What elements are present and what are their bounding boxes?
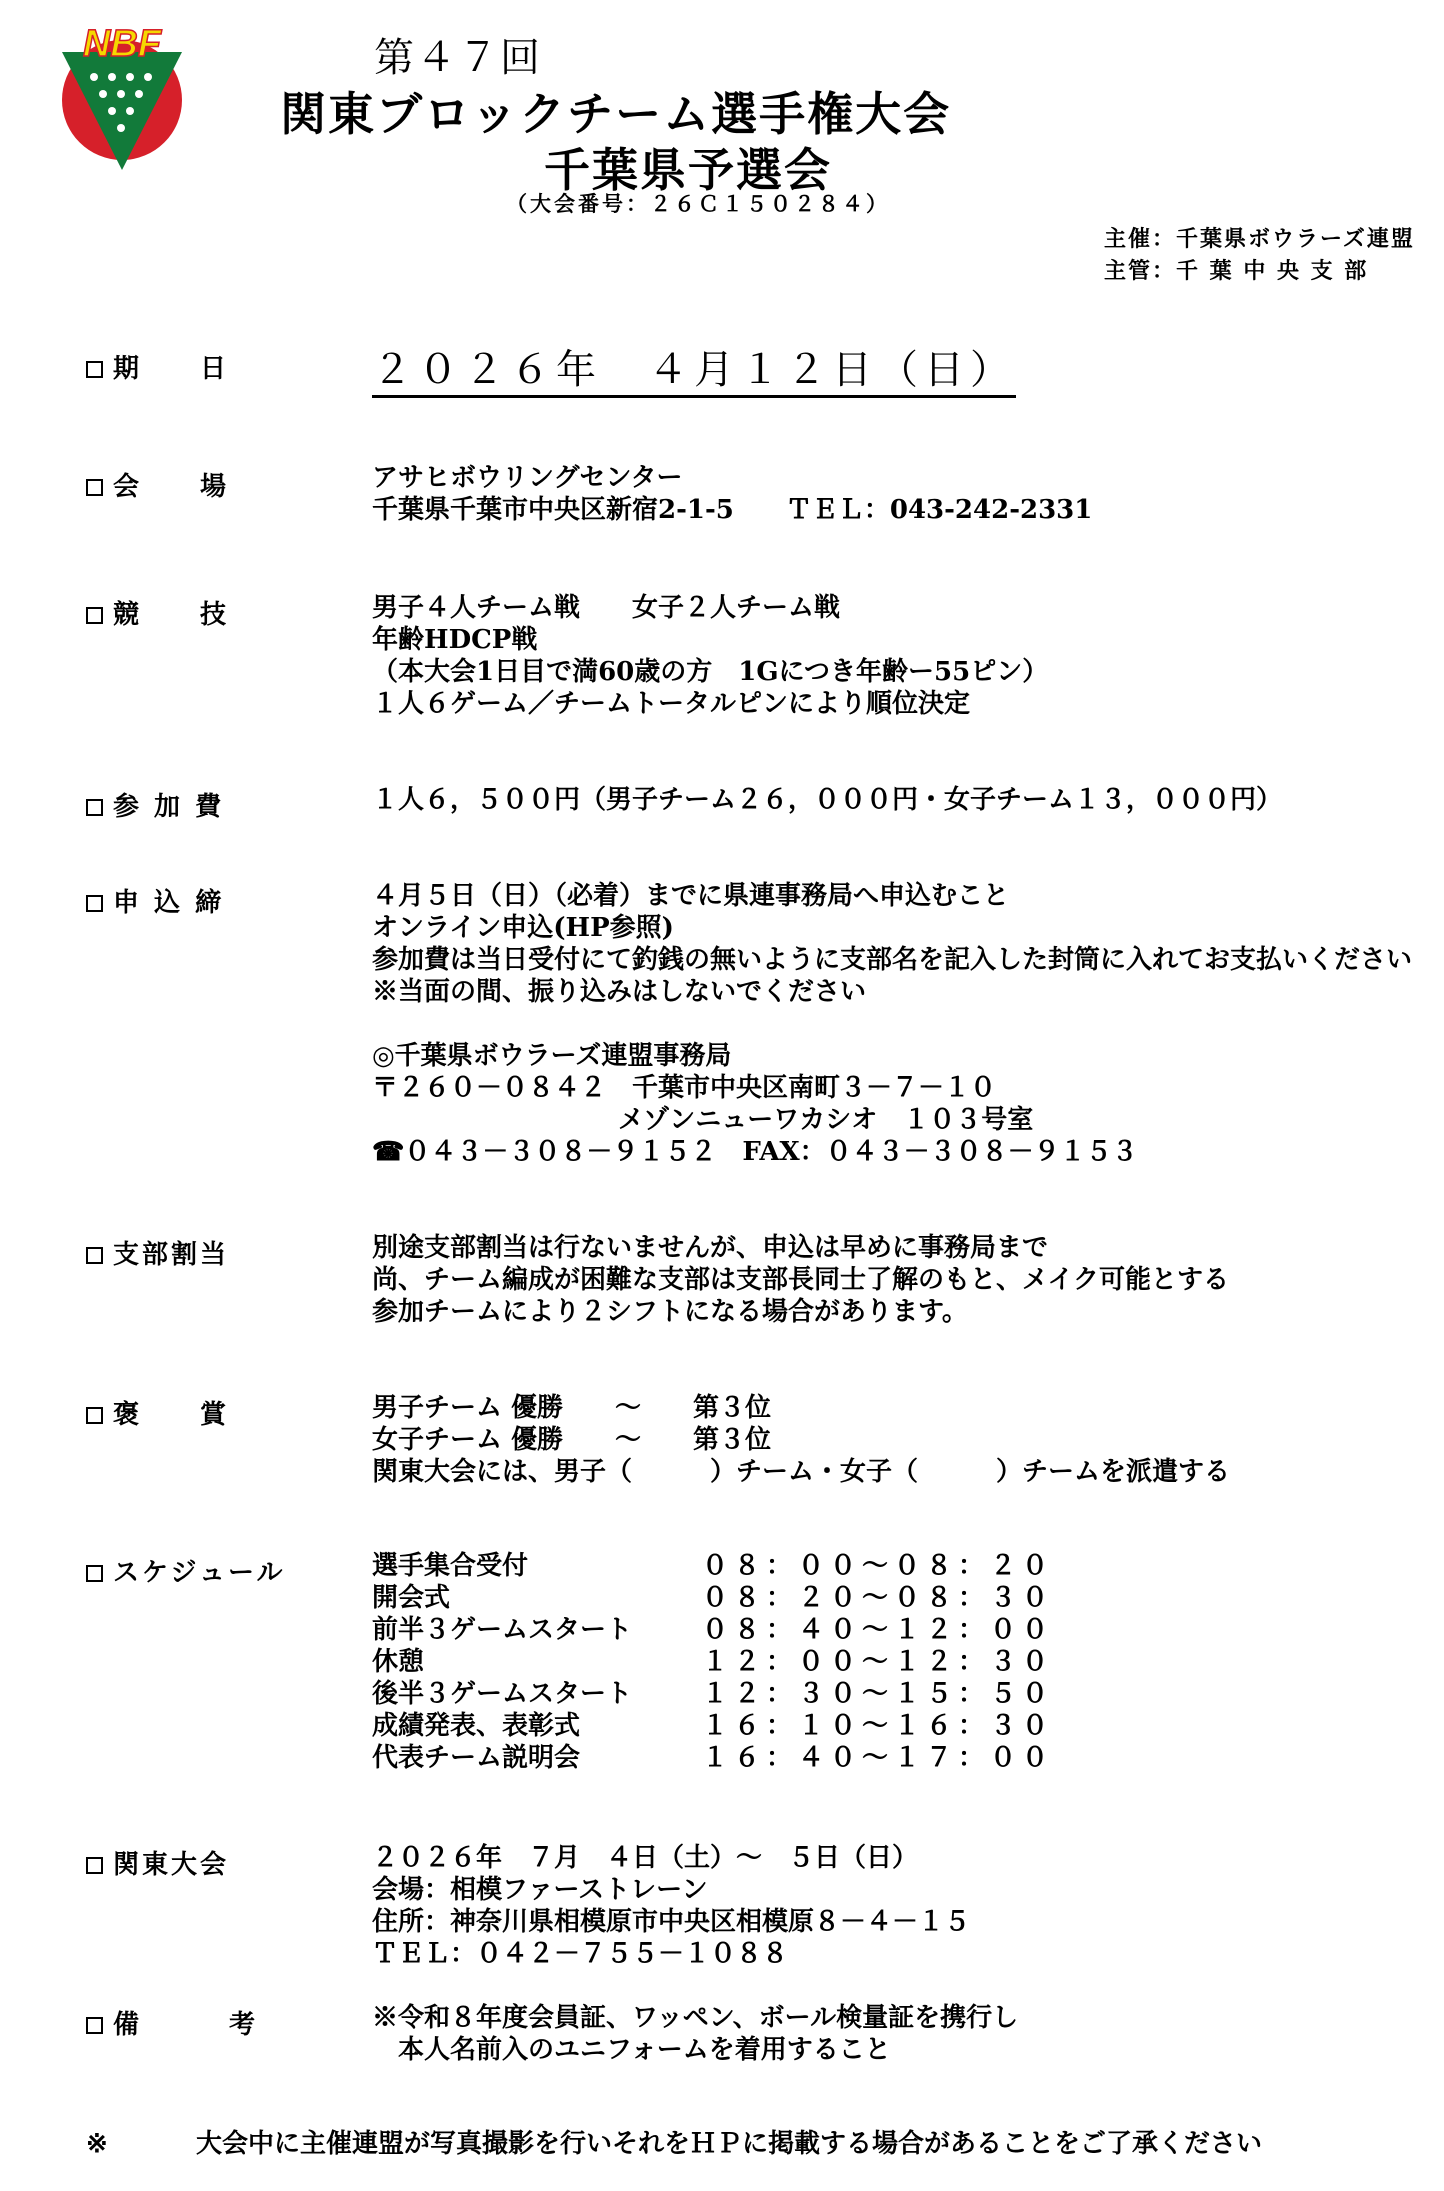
- label-branch: 支部割当: [86, 1234, 229, 1271]
- logo-text: NBF: [82, 23, 162, 65]
- checkbox-icon: [86, 361, 103, 378]
- schedule-time: ０８：００～０８：２０: [702, 1551, 1055, 1581]
- edition: 第４７回: [374, 35, 542, 81]
- schedule-time: ０８：４０～１２：００: [702, 1615, 1055, 1645]
- host: 主催：千葉県ボウラーズ連盟: [1104, 226, 1415, 252]
- schedule-time: １２：３０～１５：５０: [702, 1679, 1055, 1709]
- label-notes: 備 考: [86, 2004, 258, 2041]
- label-schedule: スケジュール: [86, 1552, 285, 1589]
- page-title: 関東ブロックチーム選手権大会: [280, 87, 952, 141]
- schedule-time: １６：１０～１６：３０: [702, 1711, 1055, 1741]
- footer-mark: ※: [86, 2129, 108, 2159]
- checkbox-icon: [86, 607, 103, 624]
- awards-info: 男子チーム 優勝 ～ 第３位 女子チーム 優勝 ～ 第３位 関東大会には、男子（ ）チーム・女子（ ）チームを派遣する: [372, 1393, 1231, 1487]
- footer-note: 大会中に主催連盟が写真撮影を行いそれをＨＰに掲載する場合があることをご了承ください: [196, 2129, 1263, 2159]
- label-fee: 参 加 費: [86, 786, 224, 823]
- office-info: ◎千葉県ボウラーズ連盟事務局 〒２６０－０８４２ 千葉市中央区南町３－７－１０ メゾンニューワカシオ １０３号室 ☎０４３－３０８－９１５２ FAX：０４３－３０８－９１５３: [372, 1041, 1138, 1167]
- checkbox-icon: [86, 1565, 103, 1582]
- schedule-item: 選手集合受付: [372, 1551, 529, 1581]
- page-subtitle: 千葉県予選会: [544, 143, 832, 197]
- checkbox-icon: [86, 895, 103, 912]
- schedule-time: １６：４０～１７：００: [702, 1743, 1055, 1773]
- label-competition: 競 技: [86, 594, 229, 631]
- schedule-time: １２：００～１２：３０: [702, 1647, 1055, 1677]
- schedule-item: 成績発表、表彰式: [372, 1711, 581, 1741]
- checkbox-icon: [86, 2017, 103, 2034]
- schedule-table: [372, 1550, 1054, 1774]
- checkbox-icon: [86, 1857, 103, 1874]
- label-deadline: 申 込 締: [86, 882, 224, 919]
- schedule-item: 前半３ゲームスタート: [372, 1615, 633, 1645]
- label-kanto: 関東大会: [86, 1844, 229, 1881]
- deadline-info: ４月５日（日）（必着）までに県連事務局へ申込むこと オンライン申込(HP参照) 参加費は当日受付にて釣銭の無いように支部名を記入した封筒に入れてお支払いください ※当面の間、振り込みはしないでください: [372, 881, 1413, 1007]
- checkbox-icon: [86, 1407, 103, 1424]
- schedule-item: 代表チーム説明会: [372, 1743, 581, 1773]
- venue-info: アサヒボウリングセンター 千葉県千葉市中央区新宿2-1-5 ＴＥＬ：043-242-2331: [372, 463, 1093, 525]
- kanto-info: ２０２６年 ７月 ４日（土）～ ５日（日） 会場：相模ファーストレーン 住所：神奈川県相模原市中央区相模原８－４－１５ ＴＥＬ：０４２－７５５－１０８８: [372, 1843, 971, 1969]
- label-date: 期 日: [86, 348, 229, 385]
- organizer: 主管：千 葉 中 央 支 部: [1104, 258, 1369, 284]
- branch-info: 別途支部割当は行ないませんが、申込は早めに事務局まで 尚、チーム編成が困難な支部は支部長同士了解のもと、メイク可能とする 参加チームにより２シフトになる場合があります。: [372, 1233, 1229, 1327]
- schedule-item: 開会式: [372, 1583, 451, 1613]
- event-date: ２０２６年 ４月１２日（日）: [372, 338, 1016, 398]
- schedule-item: 休憩: [372, 1647, 425, 1677]
- competition-info: 男子４人チーム戦 女子２人チーム戦 年齢HDCP戦 （本大会1日目で満60歳の方 1Gにつき年齢ー55ピン） １人６ゲーム／チームトータルピンにより順位決定: [372, 593, 1049, 719]
- nbf-logo: [52, 22, 192, 172]
- checkbox-icon: [86, 799, 103, 816]
- schedule-time: ０８：２０～０８：３０: [702, 1583, 1055, 1613]
- notes-info: ※令和８年度会員証、ワッペン、ボール検量証を携行し 本人名前入のユニフォームを着用すること: [372, 2003, 1019, 2065]
- label-venue: 会 場: [86, 466, 229, 503]
- checkbox-icon: [86, 1247, 103, 1264]
- schedule-item: 後半３ゲームスタート: [372, 1679, 633, 1709]
- event-number: （大会番号：２６Ｃ１５０２８４）: [506, 191, 890, 216]
- fee-info: １人６，５００円（男子チーム２６，０００円・女子チーム１３，０００円）: [372, 785, 1283, 815]
- label-awards: 褒 賞: [86, 1394, 229, 1431]
- checkbox-icon: [86, 479, 103, 496]
